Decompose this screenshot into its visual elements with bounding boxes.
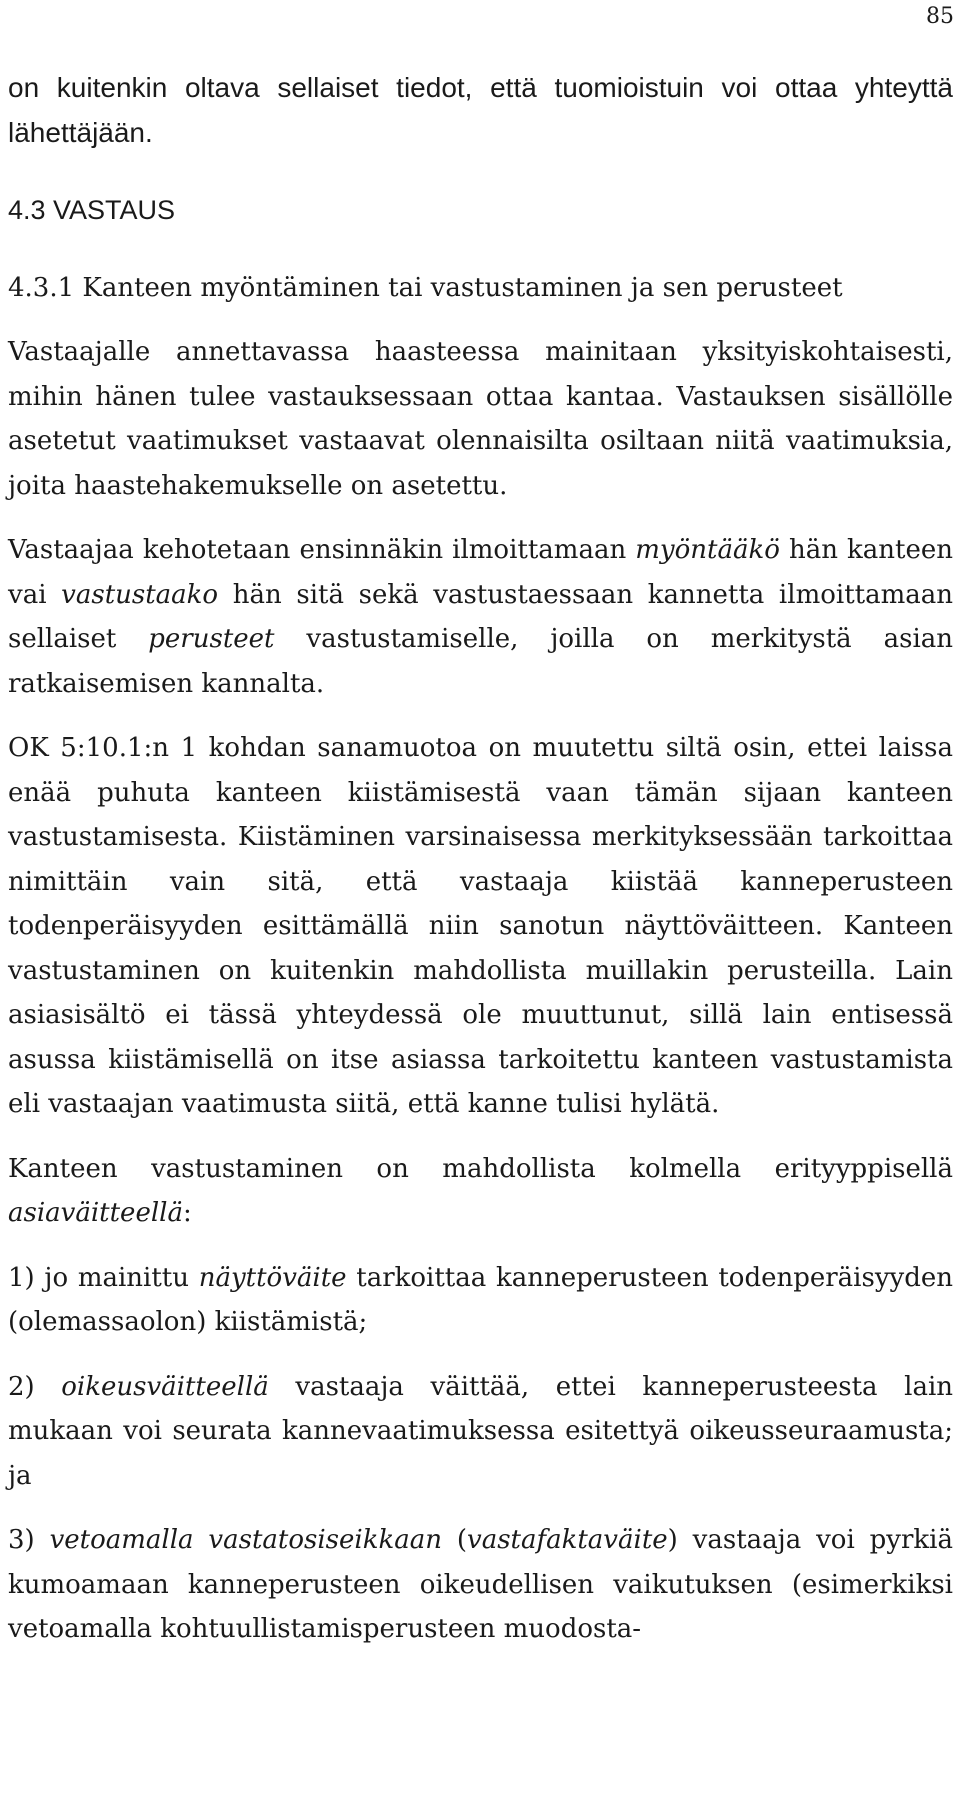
list-item-3	[8, 1518, 953, 1652]
text-run: ) vastaaja voi pyrkiä kumoamaan kanneperusteen oikeudellisen vaikutuksen (esimerkiksi vetoamalla kohtuullistamisperusteen muodosta-	[8, 1525, 953, 1644]
subsection-heading: 4.3.1 Kanteen myöntäminen tai vastustaminen ja sen perusteet	[8, 272, 843, 303]
paragraph-ok-5-10: OK 5:10.1:n 1 kohdan sanamuotoa on muutettu siltä osin, ettei laissa enää puhuta kanteen kiistämisestä vaan tämän sijaan kanteen vastustamisesta. Kiistäminen varsinaisessa merkityksessään tarkoittaa nimittäin vain sitä, että vastaaja kiistää kanneperusteen todenperäisyyden esittämällä niin sanotun näyttöväitteen. Kanteen vastustaminen on kuitenkin mahdollista muillakin perusteilla. Lain asiasisältö ei tässä yhteydessä ole muuttunut, sillä lain entisessä asussa kiistämisellä on itse asiassa tarkoitettu kanteen vastustamista eli vastaajan vaatimusta siitä, että kanne tulisi hylätä.	[8, 733, 953, 1119]
page-number: 85	[926, 4, 954, 29]
text-run: vastustamiselle, joilla on merkitystä asian ratkaisemisen kannalta.	[8, 624, 953, 699]
italic-term: näyttöväite	[198, 1262, 347, 1293]
italic-term: myöntääkö	[635, 535, 780, 565]
text-run: :	[182, 1198, 192, 1228]
italic-term: vastustaako	[61, 579, 219, 610]
italic-term: vetoamalla vastatosiseikkaan	[49, 1525, 442, 1555]
section-heading: 4.3 VASTAUS	[8, 195, 176, 225]
text-run: 1) jo mainittu	[8, 1262, 199, 1293]
text-run: 2)	[8, 1371, 62, 1402]
paragraph-summons: Vastaajalle annettavassa haasteessa mainitaan yksityiskohtaisesti, mihin hänen tulee vastauksessaan ottaa kantaa. Vastauksen sisällölle asetetut vaatimukset vastaavat olennaisilta osiltaan niitä vaatimuksia, joita haastehakemukselle on asetettu.	[8, 337, 953, 501]
italic-term: vastafaktaväite	[467, 1525, 668, 1555]
page-content	[8, 66, 953, 1652]
text-run: Vastaajaa kehotetaan ensinnäkin ilmoittamaan	[8, 535, 636, 565]
italic-term: asiaväitteellä	[8, 1198, 183, 1228]
paragraph-respondent-request	[8, 528, 953, 706]
intro-paragraph: on kuitenkin oltava sellaiset tiedot, että tuomioistuin voi ottaa yhteyttä lähettäjään.	[8, 72, 953, 148]
text-run: tarkoittaa kanneperusteen todenperäisyyden (olemassaolon) kiistämistä;	[8, 1262, 953, 1337]
list-item-1	[8, 1256, 953, 1345]
text-run: Kanteen vastustaminen on mahdollista kolmella erityyppisellä	[8, 1153, 953, 1184]
text-run: hän sitä sekä vastustaessaan kannetta ilmoittamaan sellaiset	[8, 579, 953, 654]
italic-term: oikeusväitteellä	[61, 1371, 269, 1402]
list-item-2	[8, 1365, 953, 1499]
text-run: vastaaja väittää, ettei kanneperusteesta lain mukaan voi seurata kannevaatimuksessa esitettyä oikeusseuraamusta; ja	[8, 1371, 954, 1491]
text-run: hän kanteen vai	[8, 535, 953, 610]
text-run: (	[441, 1525, 467, 1555]
italic-term: perusteet	[148, 624, 275, 654]
paragraph-three-objections	[8, 1147, 953, 1236]
text-run: 3)	[8, 1525, 50, 1555]
